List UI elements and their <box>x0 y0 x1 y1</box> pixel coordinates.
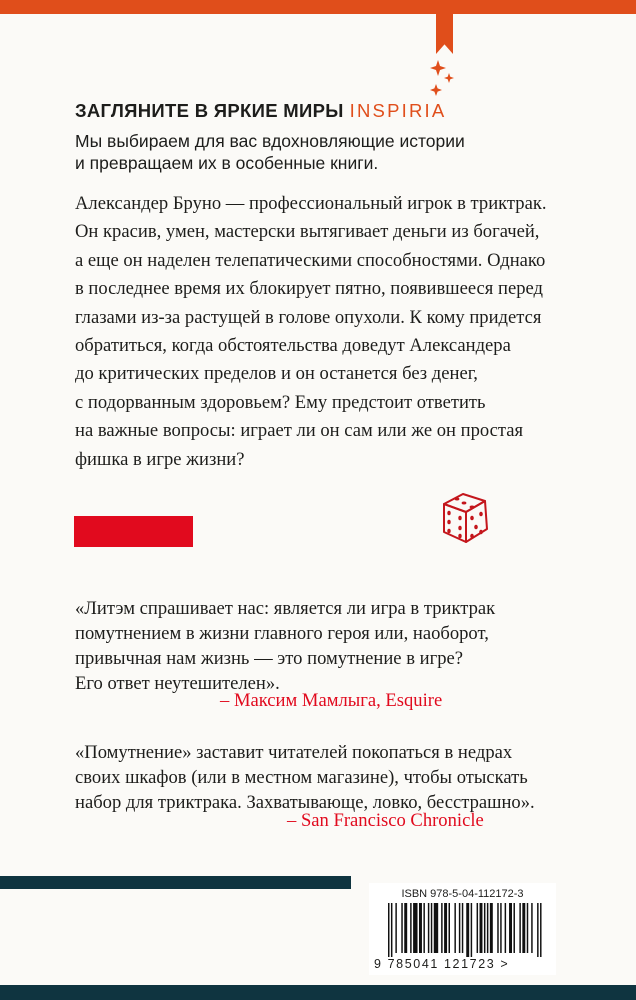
barcode-bar <box>505 903 506 953</box>
synopsis-line: в последнее время их блокирует пятно, появившееся перед <box>75 278 543 300</box>
quote-line: набор для триктрака. Захватывающе, ловко, бесстрашно». <box>75 792 535 813</box>
barcode-bar <box>431 903 432 953</box>
quote-line: Его ответ неутешителен». <box>75 673 280 694</box>
barcode-bar <box>537 903 538 957</box>
barcode-bar <box>531 903 532 953</box>
quote-line: «Литэм спрашивает нас: является ли игра в триктрак <box>75 598 496 619</box>
tagline-line: Мы выбираем для вас вдохновляющие истории <box>75 131 465 151</box>
barcode-bar <box>444 903 447 953</box>
quote-line: помутнением в жизни главного героя или, наоборот, <box>75 623 489 644</box>
dice-icon <box>435 488 495 548</box>
quote-line: своих шкафов (или в местном магазине), чтобы отыскать <box>75 767 528 788</box>
barcode-bar <box>466 903 469 957</box>
ean-number: 9 785041 121723 > <box>374 957 510 971</box>
barcode-bar <box>497 903 498 953</box>
barcode-bar <box>391 903 392 957</box>
barcode-bar <box>401 903 402 953</box>
heading-text: ЗАГЛЯНИТЕ В ЯРКИЕ МИРЫ <box>75 100 344 121</box>
barcode-bar <box>423 903 424 953</box>
red-accent-block <box>74 516 193 547</box>
barcode-bar <box>522 903 525 953</box>
synopsis-line: с подорванным здоровьем? Ему предстоит ответить <box>75 391 486 413</box>
quote-attribution: – San Francisco Chronicle <box>287 810 484 831</box>
barcode-bar <box>404 903 407 953</box>
synopsis-line: до критических пределов и он останется без денег, <box>75 363 478 385</box>
barcode-bar <box>471 903 472 957</box>
barcode-bar <box>480 903 483 953</box>
isbn-label: ISBN 978-5-04-112172-3 <box>401 888 524 900</box>
barcode-bar <box>441 903 442 953</box>
synopsis-line: Он красив, умен, мастерски вытягивает деньги из богачей, <box>75 221 540 243</box>
series-heading <box>75 100 446 122</box>
review-quote <box>75 596 615 696</box>
barcode-bar <box>434 903 438 953</box>
barcode-bar <box>395 903 396 953</box>
barcode-bar <box>454 903 455 953</box>
barcode-bar <box>449 903 450 953</box>
synopsis-line: фишка в игре жизни? <box>75 448 245 470</box>
barcode-bar <box>487 903 488 953</box>
teal-side-bar <box>0 876 351 889</box>
barcode-bar <box>413 903 417 953</box>
barcode-bar <box>509 903 512 953</box>
barcode-bar <box>428 903 429 953</box>
barcode-bars <box>388 903 543 957</box>
barcode-bar <box>519 903 520 953</box>
quote-attribution: – Максим Мамлыга, Esquire <box>220 690 443 711</box>
synopsis-line: а еще он наделен телепатическими способностями. Однако <box>75 249 546 271</box>
synopsis-line: Александер Бруно — профессиональный игрок в триктрак. <box>75 193 547 214</box>
barcode-bar <box>527 903 528 953</box>
synopsis-line: глазами из-за растущей в голове опухоли. К кому придется <box>75 306 542 328</box>
tagline-line: и превращаем их в особенные книги. <box>75 153 379 173</box>
tagline <box>75 130 575 174</box>
barcode-bar <box>490 903 493 953</box>
barcode-bar <box>419 903 422 953</box>
brand-logo-text: INSPIRIA <box>349 100 447 121</box>
barcode-bar <box>500 903 501 953</box>
quote-line: «Помутнение» заставит читателей покопаться в недрах <box>75 742 513 763</box>
top-color-band <box>0 0 636 14</box>
barcode-bar <box>410 903 411 953</box>
quote-line: привычная нам жизнь — это помутнение в игре? <box>75 648 464 669</box>
barcode-bar <box>388 903 389 957</box>
review-quote <box>75 740 615 815</box>
synopsis-line: на важные вопросы: играет ли он сам или же он простая <box>75 420 524 442</box>
barcode-panel <box>369 883 556 975</box>
barcode-bar <box>459 903 460 953</box>
bookmark-ribbon <box>436 14 453 54</box>
synopsis-line: обратиться, когда обстоятельства доведут Александера <box>75 335 511 357</box>
barcode-bar <box>484 903 485 953</box>
barcode-bar <box>462 903 463 953</box>
sparkles-icon <box>426 58 458 98</box>
synopsis <box>75 190 595 474</box>
barcode-bar <box>477 903 478 953</box>
barcode-bar <box>513 903 514 953</box>
barcode-bar <box>540 903 541 957</box>
bottom-color-band <box>0 985 636 1000</box>
